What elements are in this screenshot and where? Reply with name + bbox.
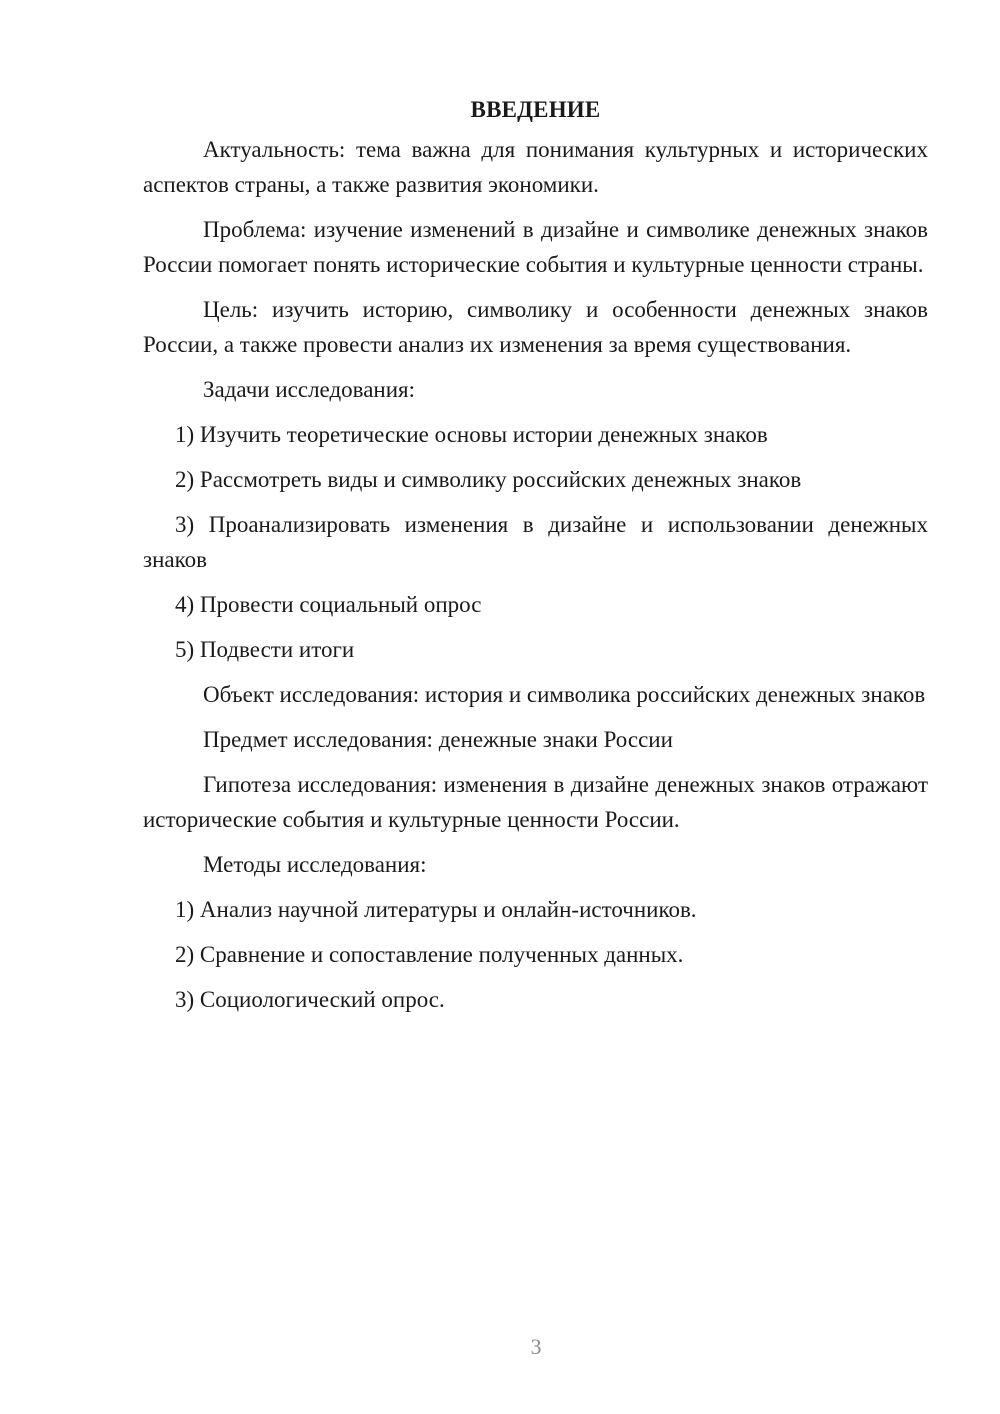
- method-item: 2) Сравнение и сопоставление полученных данных.: [175, 942, 684, 967]
- section-title: ВВЕДЕНИЕ: [470, 97, 601, 122]
- page-number: 3: [530, 1334, 542, 1359]
- subject-paragraph: Предмет исследования: денежные знаки России: [203, 727, 673, 752]
- task-item: 2) Рассмотреть виды и символику российских денежных знаков: [175, 467, 802, 492]
- page-content: [143, 92, 928, 1027]
- tasks-heading: Задачи исследования:: [203, 377, 416, 402]
- task-item: 3) Проанализировать изменения в дизайне и использовании денежных знаков: [143, 512, 928, 572]
- object-paragraph: Объект исследования: история и символика российских денежных знаков: [203, 682, 926, 707]
- hypothesis-paragraph: Гипотеза исследования: изменения в дизайне денежных знаков отражают исторические события и культурные ценности России.: [143, 772, 928, 832]
- methods-heading: Методы исследования:: [203, 852, 427, 877]
- method-item: 1) Анализ научной литературы и онлайн-источников.: [175, 897, 697, 922]
- problem-paragraph: Проблема: изучение изменений в дизайне и символике денежных знаков России помогает понять исторические события и культурные ценности страны.: [143, 217, 928, 277]
- task-item: 4) Провести социальный опрос: [175, 592, 482, 617]
- method-item: 3) Социологический опрос.: [175, 987, 445, 1012]
- goal-paragraph: Цель: изучить историю, символику и особенности денежных знаков России, а также провести анализ их изменения за время существования.: [143, 297, 928, 357]
- relevance-paragraph: Актуальность: тема важна для понимания культурных и исторических аспектов страны, а также развития экономики.: [143, 137, 928, 197]
- task-item: 1) Изучить теоретические основы истории денежных знаков: [175, 422, 768, 447]
- task-item: 5) Подвести итоги: [175, 637, 355, 662]
